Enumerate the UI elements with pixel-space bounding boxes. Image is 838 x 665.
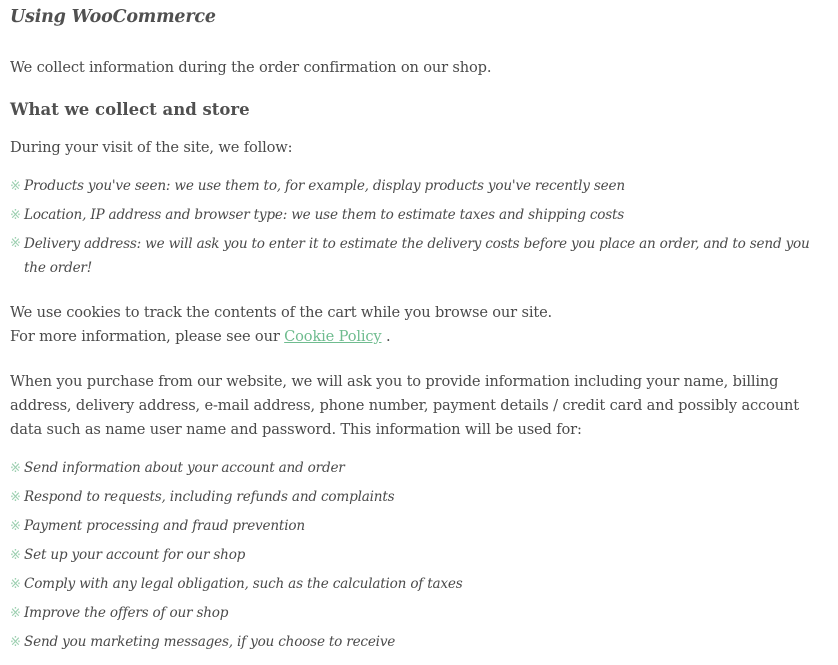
list-item [10, 230, 828, 280]
bullet-mark-icon: ※ [10, 606, 21, 621]
cookie-policy-link[interactable]: Cookie Policy [284, 328, 382, 345]
list-item-text: Delivery address: we will ask you to enter it to estimate the delivery costs before you place an order, and to send you the order! [24, 236, 810, 276]
intro-paragraph: We collect information during the order confirmation on our shop. [10, 59, 492, 76]
list-item-text: Payment processing and fraud prevention [24, 518, 305, 534]
list-item [10, 628, 828, 657]
list-item [10, 570, 828, 599]
list-item-text: Set up your account for our shop [24, 547, 246, 563]
cookies-line-2-suffix: . [386, 328, 391, 345]
cookies-paragraph [10, 301, 828, 349]
bullet-mark-icon: ※ [10, 208, 21, 223]
list-item-text: Improve the offers of our shop [24, 605, 229, 621]
list-item-text: Respond to requests, including refunds and complaints [24, 489, 395, 505]
cookies-line-1: We use cookies to track the contents of the cart while you browse our site. [10, 304, 553, 321]
cookies-line-2-prefix: For more information, please see our [10, 328, 280, 345]
purchase-uses-list [10, 454, 828, 657]
bullet-mark-icon: ※ [10, 548, 21, 563]
list-item-text: Products you've seen: we use them to, for example, display products you've recently seen [24, 178, 625, 194]
bullet-mark-icon: ※ [10, 519, 21, 534]
bullet-mark-icon: ※ [10, 635, 21, 650]
list-item-text: Send you marketing messages, if you choose to receive [24, 634, 396, 650]
list-item [10, 512, 828, 541]
collect-heading: What we collect and store [10, 100, 250, 119]
collect-lead: During your visit of the site, we follow: [10, 139, 293, 156]
bullet-mark-icon: ※ [10, 461, 21, 476]
list-item [10, 172, 828, 201]
list-item [10, 599, 828, 628]
bullet-mark-icon: ※ [10, 179, 21, 194]
section-title: Using WooCommerce [10, 7, 216, 27]
purchase-paragraph: When you purchase from our website, we will ask you to provide information including your name, billing address, delivery address, e-mail address, phone number, payment details / credit card and possibly account data such as name user name and password. This information will be used for: [10, 373, 799, 438]
bullet-mark-icon: ※ [10, 236, 21, 251]
list-item-text: Location, IP address and browser type: we use them to estimate taxes and shipping costs [24, 207, 625, 223]
list-item [10, 541, 828, 570]
collect-list [10, 172, 828, 280]
bullet-mark-icon: ※ [10, 490, 21, 505]
list-item [10, 454, 828, 483]
bullet-mark-icon: ※ [10, 577, 21, 592]
list-item [10, 483, 828, 512]
list-item-text: Send information about your account and order [24, 460, 345, 476]
list-item [10, 201, 828, 230]
list-item-text: Comply with any legal obligation, such as the calculation of taxes [24, 576, 463, 592]
